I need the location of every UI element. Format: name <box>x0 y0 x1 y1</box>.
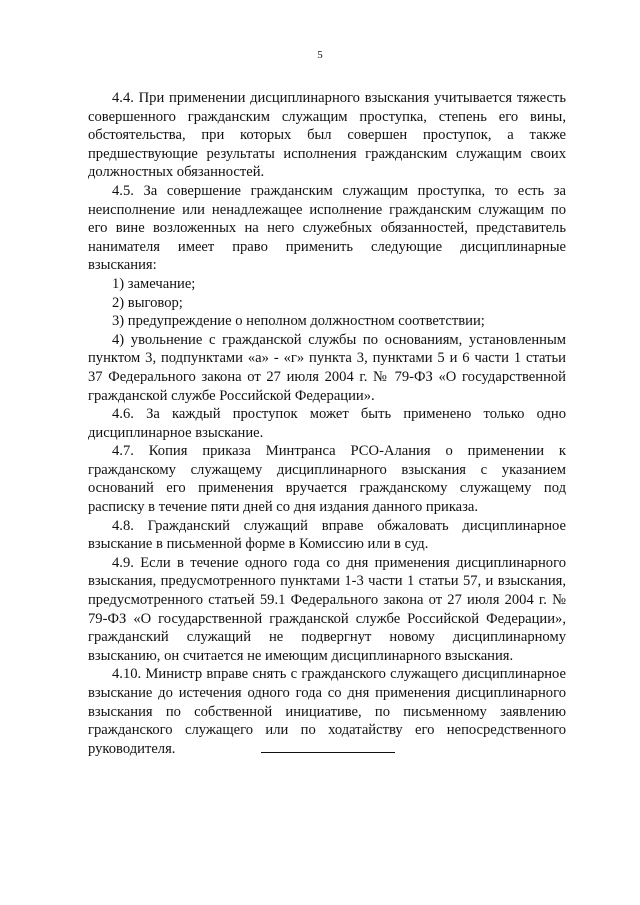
document-body <box>88 89 566 758</box>
paragraph-4-9: 4.9. Если в течение одного года со дня применения дисциплинарного взыскания, предусмотренного пунктами 1-3 части 1 статьи 57, и взыскания, предусмотренного статьей 59.1 Федерального закона от 27 июля 2004 г. № 79-ФЗ «О государственной гражданской службе Российской Федерации», гражданский служащий не подвергнут новому дисциплинарному взысканию, он считается не имеющим дисциплинарного взыскания. <box>88 554 566 664</box>
paragraph-4-4: 4.4. При применении дисциплинарного взыскания учитывается тяжесть совершенного гражданским служащим проступка, степень его вины, обстоятельства, при которых был совершен проступок, а также предшествующие результаты исполнения гражданским служащим своих должностных обязанностей. <box>88 90 566 181</box>
list-item-reprimand-remark: 1) замечание; <box>112 275 196 292</box>
paragraph-4-7: 4.7. Копия приказа Минтранса РСО-Алания о применении к гражданскому служащему дисциплинарного взыскания с указанием оснований его применения вручается гражданскому служащему под расписку в течение пяти дней со дня издания данного приказа. <box>88 443 566 516</box>
paragraph-4-8: 4.8. Гражданский служащий вправе обжаловать дисциплинарное взыскание в письменной форме в Комиссию или в суд. <box>88 517 566 553</box>
paragraph-4-5: 4.5. За совершение гражданским служащим проступка, то есть за неисполнение или ненадлежащее исполнение гражданским служащим по его вине возложенных на него служебных обязанностей, представитель нанимателя имеет право применить следующие дисциплинарные взыскания: <box>88 182 566 274</box>
list-item-warning: 3) предупреждение о неполном должностном соответствии; <box>112 313 485 330</box>
paragraph-4-6: 4.6. За каждый проступок может быть применено только одно дисциплинарное взыскание. <box>88 406 566 441</box>
closing-divider <box>261 752 395 753</box>
list-item-dismissal: 4) увольнение с гражданской службы по основаниям, установленным пунктом 3, подпунктами «а» - «г» пункта 3, пунктами 5 и 6 части 1 статьи 37 Федерального закона от 27 июля 2004 г. № 79-ФЗ «О государственной гражданской службе Российской Федерации». <box>88 331 566 404</box>
paragraph-4-10: 4.10. Министр вправе снять с гражданского служащего дисциплинарное взыскание до истечения одного года со дня применения дисциплинарного взыскания по собственной инициативе, по письменному заявлению гражданского служащего или по ходатайству его непосредственного руководителя. <box>88 666 566 757</box>
list-item-reprimand: 2) выговор; <box>112 294 183 311</box>
page-number: 5 <box>317 49 323 61</box>
